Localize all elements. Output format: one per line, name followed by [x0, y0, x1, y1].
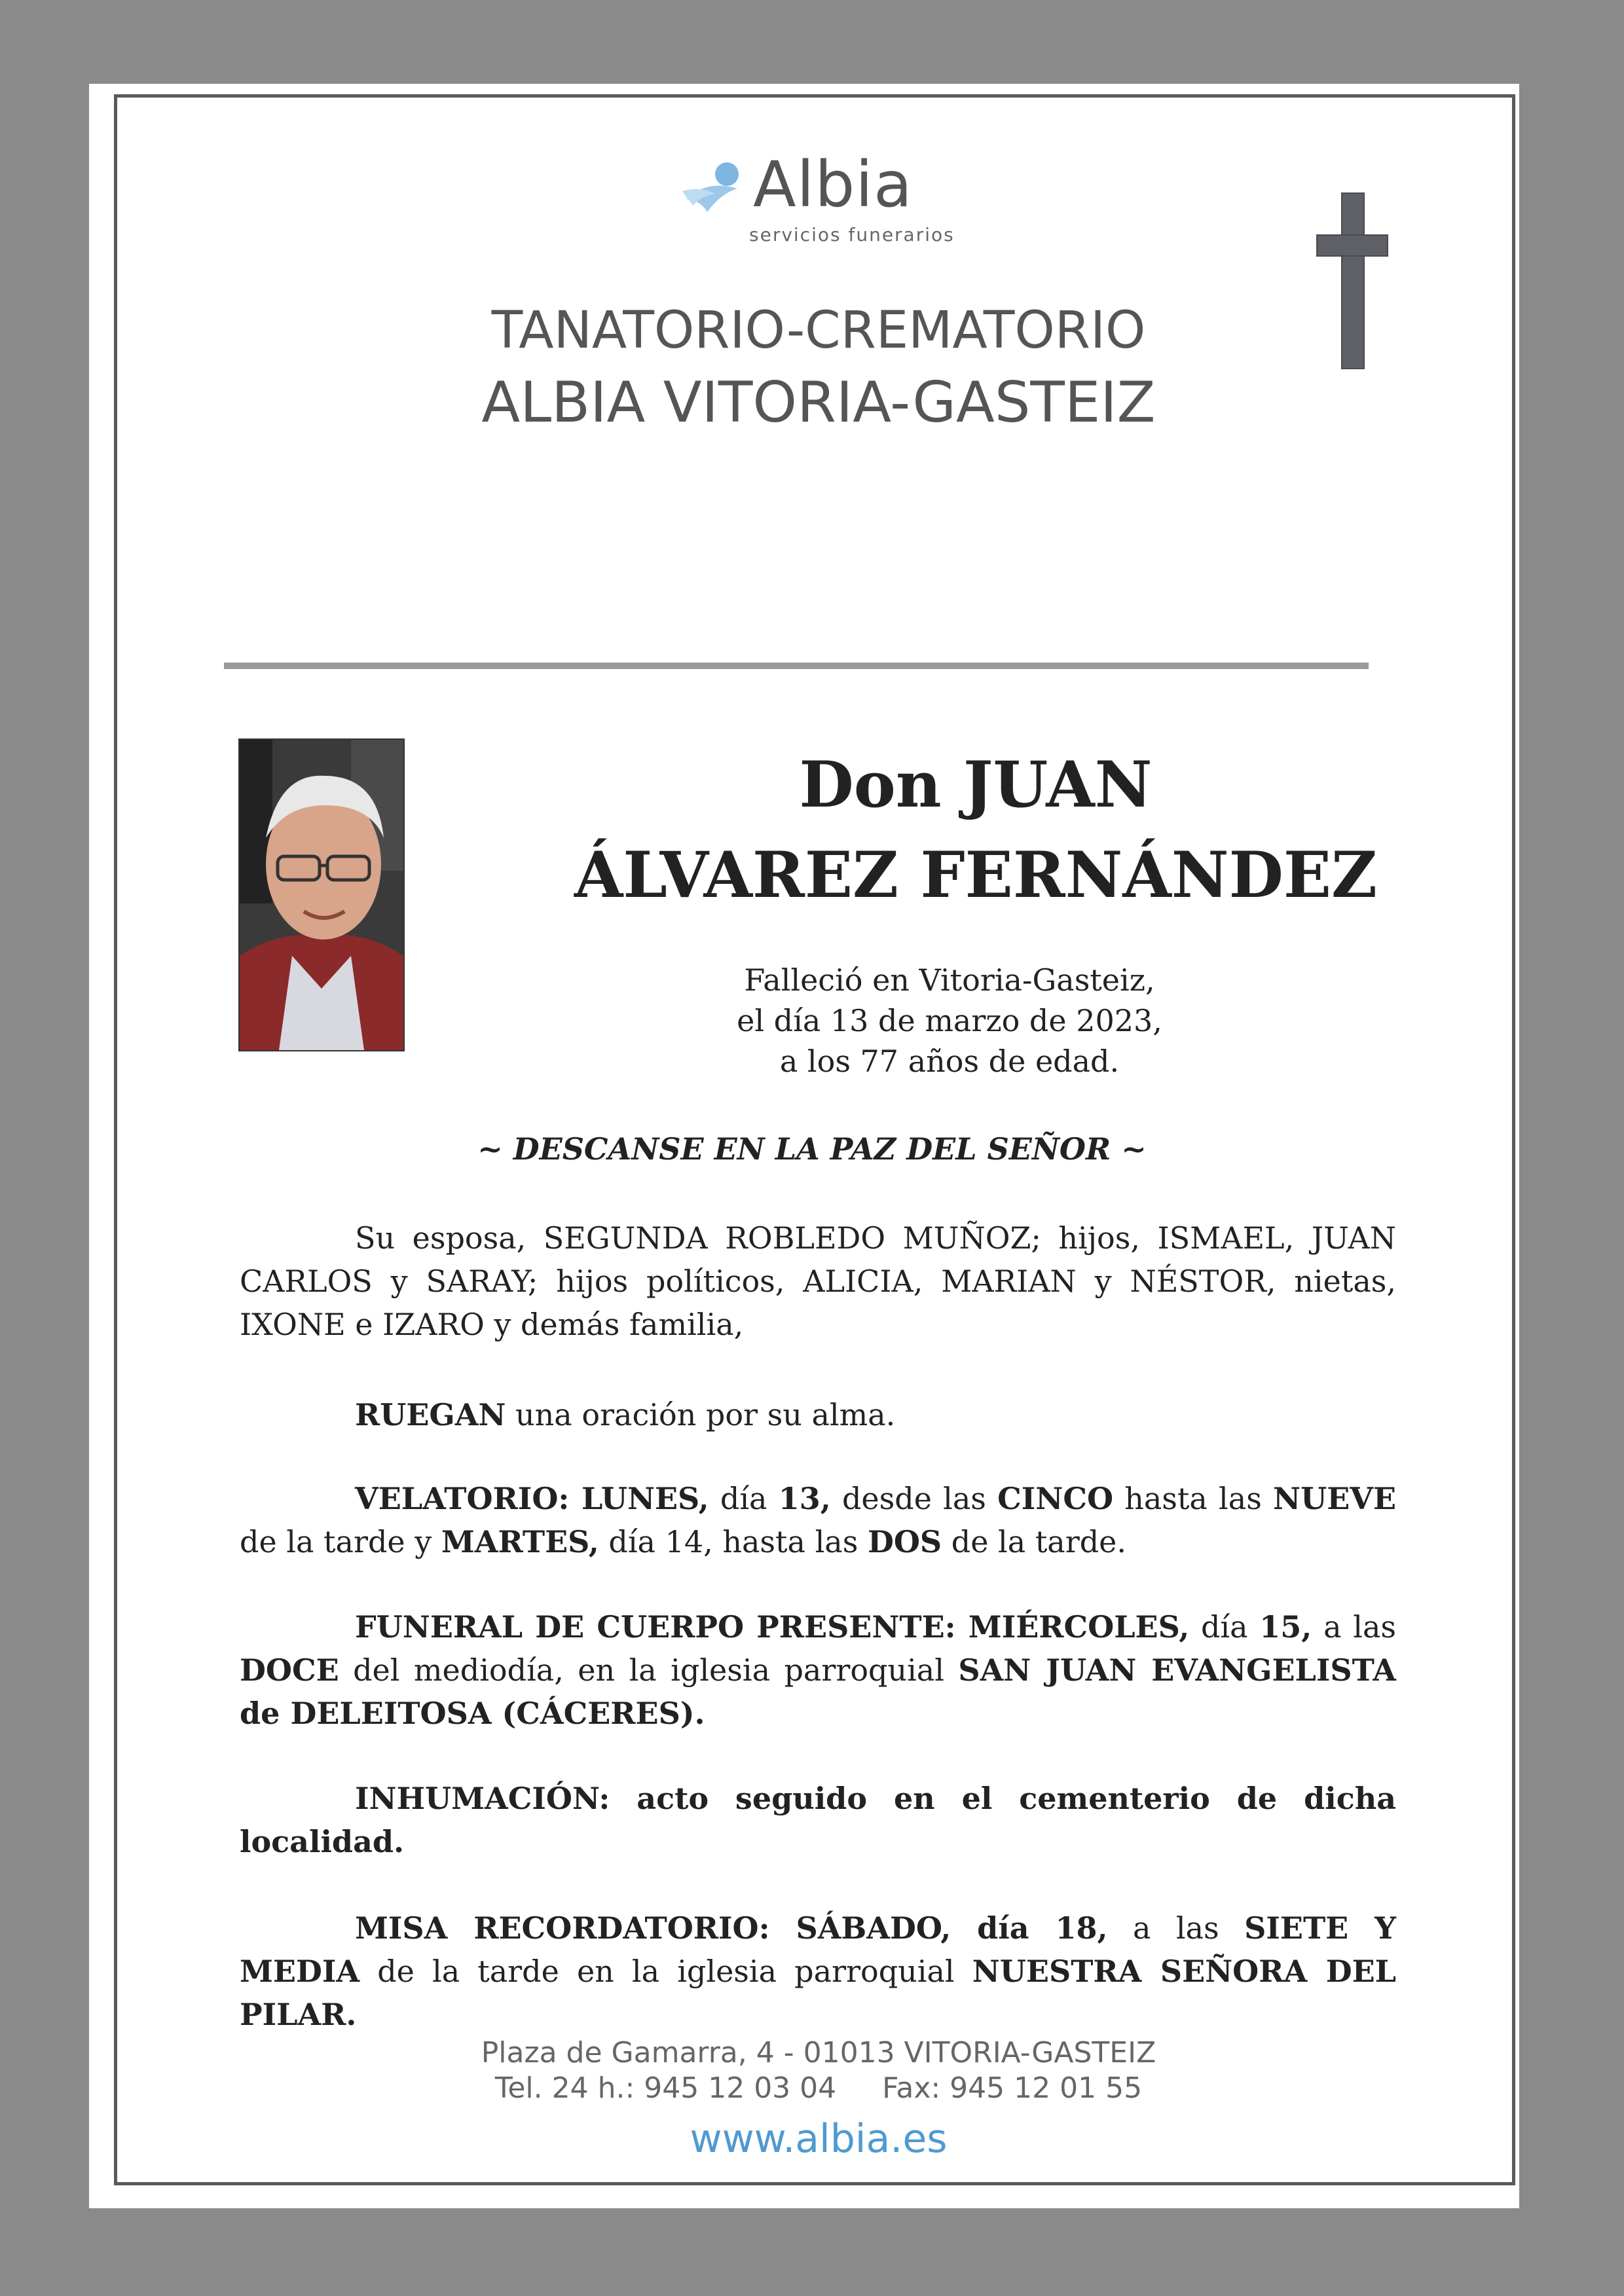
funeral-church: SAN JUAN EVANGELISTA de DELEITOSA (CÁCERES). — [240, 1652, 1396, 1731]
albia-mark-icon — [681, 160, 753, 219]
wake-text: desde las — [830, 1481, 998, 1516]
funeral-paragraph — [240, 1605, 1396, 1735]
wake-start: CINCO — [997, 1481, 1114, 1516]
divider — [224, 663, 1369, 669]
deceased-name-line-2: ÁLVAREZ FERNÁNDEZ — [574, 838, 1378, 912]
funeral-label: FUNERAL DE CUERPO PRESENTE: MIÉRCOLES, — [355, 1609, 1190, 1645]
death-place: Falleció en Vitoria-Gasteiz, — [744, 962, 1155, 998]
wake-paragraph — [240, 1477, 1396, 1563]
portrait-image — [240, 740, 403, 1050]
footer-address: Plaza de Gamarra, 4 - 01013 VITORIA-GASTEIZ — [481, 2036, 1156, 2069]
death-age: a los 77 años de edad. — [779, 1044, 1120, 1079]
family-paragraph — [240, 1216, 1396, 1346]
mass-church: NUESTRA SEÑORA DEL PILAR. — [240, 1954, 1396, 2032]
funeral-text: a las — [1312, 1609, 1396, 1645]
mass-paragraph — [240, 1906, 1396, 2036]
funeral-day: 15, — [1259, 1609, 1312, 1645]
brand-tagline: servicios funerarios — [749, 224, 955, 246]
burial-paragraph — [240, 1777, 1396, 1863]
albia-logo — [681, 148, 956, 246]
pray-rest: una oración por su alma. — [506, 1397, 896, 1432]
death-details — [589, 960, 1310, 1082]
wake-label: VELATORIO: LUNES, — [355, 1481, 709, 1516]
brand-name: Albia — [753, 148, 913, 221]
deceased-name-line-1: Don JUAN — [799, 748, 1153, 822]
footer-phones — [262, 2071, 1375, 2105]
wake-end-2: DOS — [867, 1524, 942, 1559]
footer-website[interactable]: www.albia.es — [690, 2116, 948, 2162]
wake-end: NUEVE — [1273, 1481, 1397, 1516]
death-date: el día 13 de marzo de 2023, — [737, 1003, 1162, 1038]
funeral-time: DOCE — [240, 1652, 339, 1688]
wake-text: día 14, hasta las — [599, 1524, 868, 1559]
rip-line: ~ DESCANSE EN LA PAZ DEL SEÑOR ~ — [477, 1131, 1147, 1167]
wake-text: de la tarde y — [240, 1524, 441, 1559]
funeral-text: del mediodía, en la iglesia parroquial — [339, 1652, 959, 1688]
mass-label: MISA RECORDATORIO: SÁBADO, día 18, — [355, 1910, 1108, 1946]
pray-bold: RUEGAN — [355, 1397, 506, 1432]
mass-text: de la tarde en la iglesia parroquial — [360, 1954, 972, 1989]
venue-line-2: ALBIA VITORIA-GASTEIZ — [481, 370, 1156, 435]
prayer-paragraph — [240, 1393, 1396, 1436]
wake-text: de la tarde. — [942, 1524, 1127, 1559]
deceased-photo — [238, 738, 405, 1051]
family-text: Su esposa, SEGUNDA ROBLEDO MUÑOZ; hijos, ISMAEL, JUAN CARLOS y SARAY; hijos políticos, ALICIA, MARIAN y NÉSTOR, nietas, IXONE e IZARO y demás familia, — [240, 1220, 1396, 1342]
burial-text: INHUMACIÓN: acto seguido en el cementerio de dicha localidad. — [240, 1781, 1396, 1859]
wake-day-2: MARTES, — [441, 1524, 599, 1559]
footer-phones-text: Tel. 24 h.: 945 12 03 04 Fax: 945 12 01 55 — [494, 2071, 1143, 2105]
funeral-text: día — [1189, 1609, 1260, 1645]
venue-line-1: TANATORIO-CREMATORIO — [491, 301, 1146, 360]
wake-day: 13, — [778, 1481, 831, 1516]
wake-text: hasta las — [1113, 1481, 1274, 1516]
mass-text: a las — [1107, 1910, 1245, 1946]
mass-time: SIETE Y MEDIA — [240, 1910, 1396, 1989]
wake-text: día — [709, 1481, 779, 1516]
